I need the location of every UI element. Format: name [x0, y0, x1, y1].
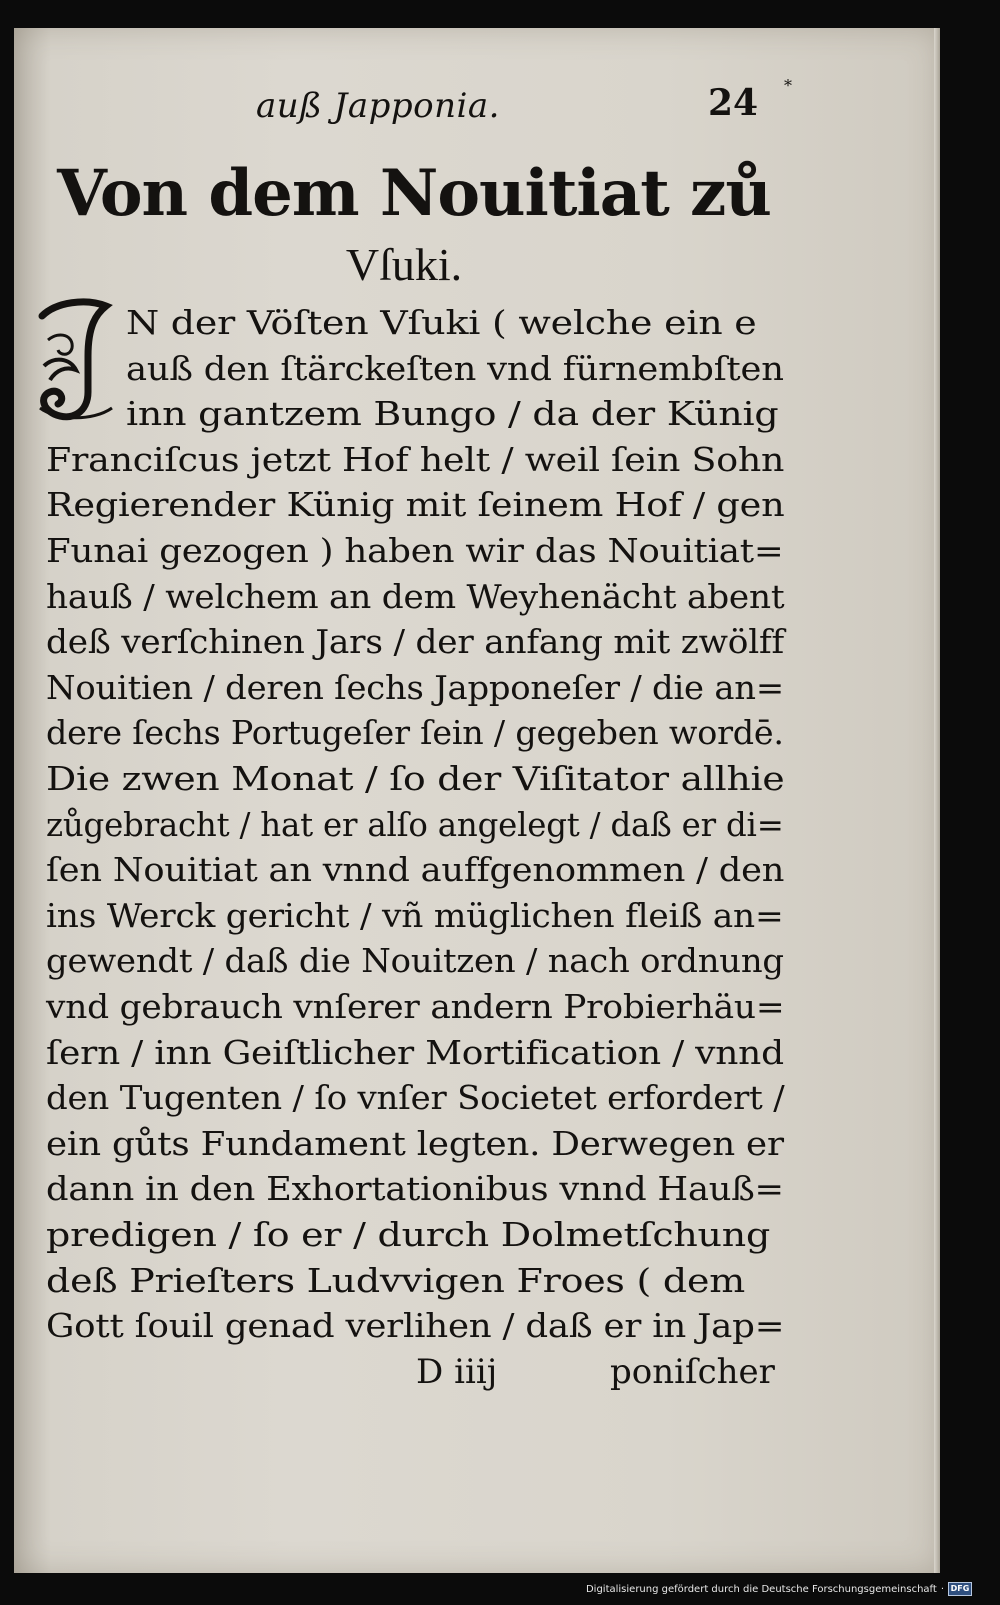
book-page	[14, 28, 940, 1573]
initial-ornament-icon	[36, 296, 114, 424]
dfg-logo-icon: DFG	[948, 1582, 972, 1596]
signature-mark: D iiij	[416, 1352, 498, 1392]
body-line: Die zwen Monat / ſo der Viſitator allhie	[46, 759, 785, 798]
body-line: predigen / ſo er / durch Dolmetſchung	[46, 1215, 771, 1254]
body-line: Nouitien / deren ſechs Japponeſer / die an=	[46, 667, 784, 707]
folio-mark: *	[784, 76, 792, 95]
credit-text: Digitalisierung gefördert durch die Deutsche Forschungsgemeinschaft	[585, 1583, 937, 1595]
folio-number: 24	[708, 82, 759, 124]
body-line: deß verſchinen Jars / der anfang mit zwölff	[46, 622, 784, 662]
body-line: Regierender Künig mit ſeinem Hof / gen	[46, 485, 785, 525]
body-line: Gott ſouil genad verlihen / daß er in Jap=	[46, 1306, 785, 1346]
body-line: ein gůts Fundament legten. Derwegen er	[46, 1123, 784, 1163]
body-line: gewendt / daß die Nouitzen / nach ordnung	[46, 941, 784, 981]
body-line: hauß / welchem an dem Weyhenächt abent	[46, 576, 785, 616]
body-line: N der Vöſten Vſuki ( welche ein e	[126, 303, 757, 342]
body-line: Funai gezogen ) haben wir das Nouitiat=	[46, 531, 784, 570]
body-line: auß den ſtärckeſten vnd fürnembſten	[126, 348, 784, 388]
body-line: zůgebracht / hat er alſo angelegt / daß er di=	[46, 804, 784, 844]
page-edge	[934, 28, 940, 1573]
catchword: poniſcher	[610, 1352, 775, 1392]
chapter-title: Von dem Nouitiat zů	[57, 156, 771, 231]
body-line: dann in den Exhortationibus vnnd Hauß=	[46, 1169, 784, 1209]
body-line: dere ſechs Portugeſer ſein / gegeben wordē.	[46, 713, 784, 753]
body-line: den Tugenten / ſo vnſer Societet erfordert /	[46, 1078, 785, 1118]
digitization-credit: Digitalisierung gefördert durch die Deutsche Forschungsgemeinschaft · DFG	[586, 1582, 972, 1596]
body-line: vnd gebrauch vnſerer andern Probierhäu=	[46, 987, 785, 1026]
body-line: ſern / inn Geiſtlicher Mortification / vnnd	[46, 1032, 784, 1072]
chapter-title-place: Vſuki.	[345, 239, 463, 290]
body-line: inn gantzem Bungo / da der Künig	[126, 394, 779, 434]
body-line: ſen Nouitiat an vnnd auffgenommen / den	[46, 850, 785, 890]
decorated-initial	[36, 296, 114, 424]
running-head: auß Japponia.	[256, 86, 500, 126]
body-line: Franciſcus jetzt Hof helt / weil ſein Sohn	[46, 439, 785, 479]
body-line: deß Prieſters Ludvvigen Froes ( dem	[46, 1260, 745, 1300]
body-line: ins Werck gericht / vñ müglichen fleiß an=	[46, 895, 784, 935]
